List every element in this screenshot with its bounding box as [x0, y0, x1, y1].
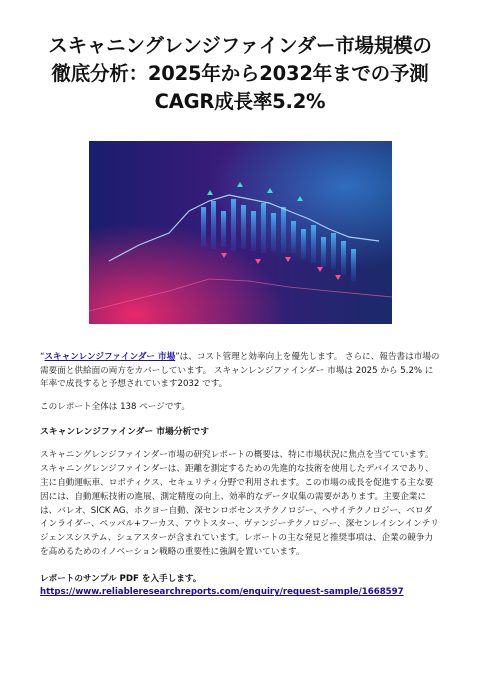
- pages-note: このレポート全体は 138 ページです。: [40, 401, 190, 412]
- market-link[interactable]: スキャンレンジファインダー 市場: [44, 352, 176, 362]
- body-paragraph: スキャニングレンジファインダー市場の研究レポートの概要は、特に市場状況に焦点を当てています。スキャニングレンジファインダーは、距離を測定するための先進的な技術を使用したデバイスであり、主に自動運転車、ロボティクス、セキュリティ分野で利用されます。この市場の成長を促進する主な要因には、自動運転技術の進展、測定精度の向上、効率的なデータ収集の需要があります。主要企業には、バレオ、SICK AG、ホクヨー自動、深センロボセンステクノロジー、ヘサイテクノロジー、ベロダインライダー、ペッパル+フーカス、アウトスター、ヴァンジーテクノロジー、深センレイシンインテリジェンスシステム、シュアスターが含まれています。レポートの主な発見と推奨事項は、企業の競争力を高めるためのイノベーション戦略の重要性に強調を置いています。: [40, 450, 439, 557]
- stock-chart-image: [89, 141, 392, 324]
- document-page: [0, 32, 480, 679]
- page-title: スキャニングレンジファインダー市場規模の徹底分析：2025年から2032年までの予測CAGR成長率5.2%: [48, 34, 432, 113]
- section-heading: スキャンレンジファインダー 市場分析です: [40, 427, 210, 438]
- quote-open: “: [40, 352, 45, 362]
- sample-paragraph: [40, 573, 440, 600]
- intro-paragraph: [40, 351, 440, 392]
- sample-label: レポートのサンプル PDF を入手します。: [40, 573, 202, 584]
- sample-link[interactable]: https://www.reliableresearchreports.com/enquiry/request-sample/1668597: [40, 587, 404, 598]
- intro-text: ”は、コスト管理と効率向上を優先します。 さらに、報告書は市場の需要面と供給面の両方をカバーしています。 スキャンレンジファインダー 市場は 2025 から 5.2% に年率で成長すると予想されています2032 です。: [40, 352, 440, 390]
